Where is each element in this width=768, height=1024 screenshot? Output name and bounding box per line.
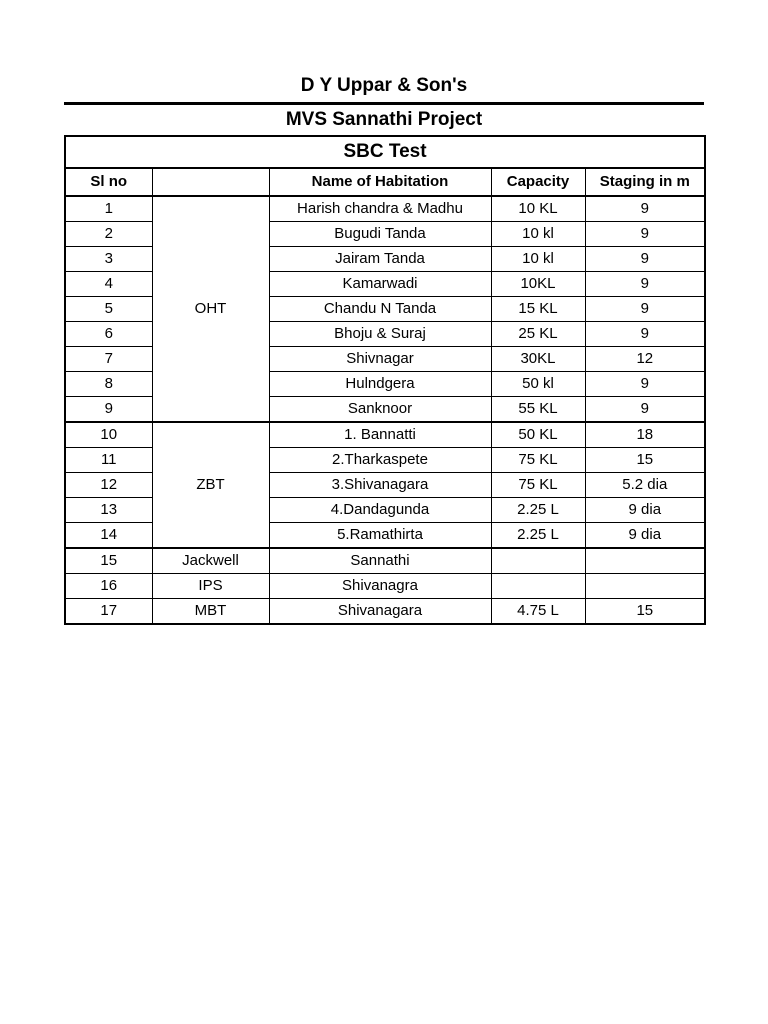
table-row (65, 548, 705, 574)
table-header-row (65, 168, 705, 196)
cell-staging: 9 dia (585, 523, 705, 549)
cell-sl: 13 (65, 498, 152, 523)
table-row (65, 574, 705, 599)
cell-name: Jairam Tanda (269, 247, 491, 272)
cell-capacity: 55 KL (491, 397, 585, 423)
column-header-staging: Staging in m (585, 168, 705, 196)
cell-staging: 5.2 dia (585, 473, 705, 498)
cell-capacity: 4.75 L (491, 599, 585, 625)
cell-sl: 17 (65, 599, 152, 625)
cell-staging: 12 (585, 347, 705, 372)
table-row (65, 422, 705, 448)
cell-capacity: 50 KL (491, 422, 585, 448)
cell-sl: 15 (65, 548, 152, 574)
cell-name: Shivnagar (269, 347, 491, 372)
project-title: MVS Sannathi Project (285, 109, 483, 130)
cell-staging: 15 (585, 599, 705, 625)
cell-sl: 10 (65, 422, 152, 448)
cell-capacity: 10KL (491, 272, 585, 297)
column-header-capacity: Capacity (491, 168, 585, 196)
cell-sl: 16 (65, 574, 152, 599)
cell-staging (585, 574, 705, 599)
cell-capacity: 2.25 L (491, 523, 585, 549)
cell-name: Shivanagara (269, 599, 491, 625)
cell-name: Sanknoor (269, 397, 491, 423)
cell-staging: 9 (585, 322, 705, 347)
cell-capacity (491, 548, 585, 574)
cell-sl: 12 (65, 473, 152, 498)
cell-name: Shivanagra (269, 574, 491, 599)
cell-name: Chandu N Tanda (269, 297, 491, 322)
section-title: SBC Test (65, 136, 705, 168)
cell-capacity (491, 574, 585, 599)
document-page (64, 70, 704, 625)
cell-staging: 18 (585, 422, 705, 448)
cell-sl: 7 (65, 347, 152, 372)
table-row (65, 599, 705, 625)
cell-staging: 9 (585, 372, 705, 397)
group-label-ips: IPS (152, 574, 269, 599)
cell-staging: 9 (585, 247, 705, 272)
cell-sl: 6 (65, 322, 152, 347)
cell-staging: 9 (585, 272, 705, 297)
sbc-test-table (64, 135, 706, 625)
cell-capacity: 75 KL (491, 473, 585, 498)
cell-capacity: 25 KL (491, 322, 585, 347)
group-label-oht: OHT (152, 196, 269, 422)
cell-capacity: 15 KL (491, 297, 585, 322)
cell-staging: 9 (585, 196, 705, 222)
cell-capacity: 50 kl (491, 372, 585, 397)
cell-sl: 3 (65, 247, 152, 272)
cell-staging: 9 dia (585, 498, 705, 523)
cell-sl: 4 (65, 272, 152, 297)
cell-staging: 9 (585, 397, 705, 423)
cell-sl: 2 (65, 222, 152, 247)
cell-sl: 11 (65, 448, 152, 473)
cell-sl: 9 (65, 397, 152, 423)
cell-capacity: 10 kl (491, 222, 585, 247)
group-label-zbt: ZBT (152, 422, 269, 548)
column-header-sl-no: Sl no (65, 168, 152, 196)
cell-staging: 15 (585, 448, 705, 473)
cell-staging: 9 (585, 297, 705, 322)
cell-name: 5.Ramathirta (269, 523, 491, 549)
cell-staging: 9 (585, 222, 705, 247)
cell-name: Kamarwadi (269, 272, 491, 297)
cell-sl: 5 (65, 297, 152, 322)
company-title: D Y Uppar & Son's (300, 75, 468, 96)
table-row (65, 196, 705, 222)
cell-name: Harish chandra & Madhu (269, 196, 491, 222)
cell-name: 2.Tharkaspete (269, 448, 491, 473)
cell-capacity: 2.25 L (491, 498, 585, 523)
cell-name: 1. Bannatti (269, 422, 491, 448)
cell-name: Hulndgera (269, 372, 491, 397)
column-header-type (152, 168, 269, 196)
cell-name: 4.Dandagunda (269, 498, 491, 523)
cell-capacity: 75 KL (491, 448, 585, 473)
cell-capacity: 30KL (491, 347, 585, 372)
cell-capacity: 10 KL (491, 196, 585, 222)
cell-name: 3.Shivanagara (269, 473, 491, 498)
cell-name: Bhoju & Suraj (269, 322, 491, 347)
column-header-name: Name of Habitation (269, 168, 491, 196)
cell-sl: 1 (65, 196, 152, 222)
cell-sl: 14 (65, 523, 152, 549)
cell-name: Bugudi Tanda (269, 222, 491, 247)
cell-sl: 8 (65, 372, 152, 397)
group-label-mbt: MBT (152, 599, 269, 625)
group-label-jackwell: Jackwell (152, 548, 269, 574)
cell-name: Sannathi (269, 548, 491, 574)
cell-staging (585, 548, 705, 574)
cell-capacity: 10 kl (491, 247, 585, 272)
